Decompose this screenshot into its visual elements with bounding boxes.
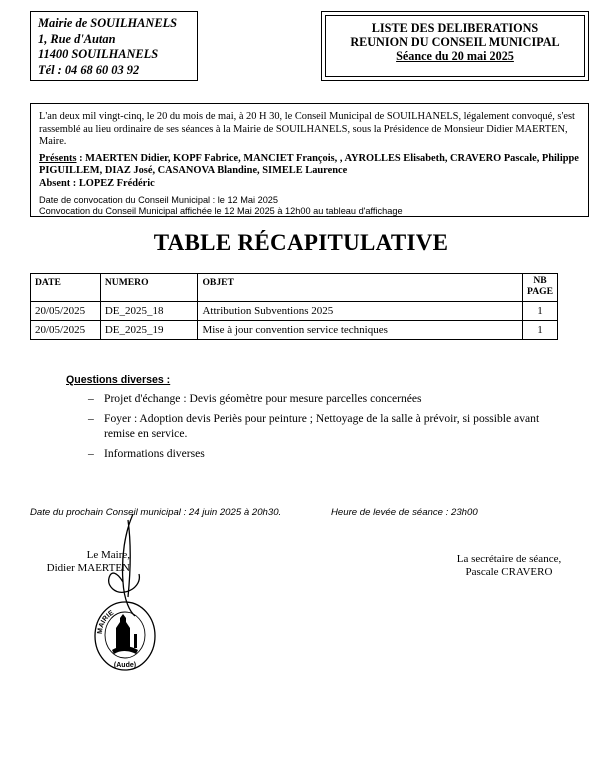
secretary-title: La secrétaire de séance, [456, 553, 562, 565]
maire-title: Le Maire, [86, 549, 130, 561]
maire-name: Didier MAERTEN [46, 562, 130, 574]
list-item [88, 391, 568, 407]
secretary-name: Pascale CRAVERO [465, 566, 553, 578]
questions-list [88, 391, 568, 465]
nb-header-line1: NB [533, 275, 547, 286]
cell-numero: DE_2025_18 [100, 302, 198, 321]
document-title-box [321, 11, 589, 81]
mairie-name: Mairie de SOUILHANELS [38, 16, 178, 30]
secretary-signature-block [430, 553, 588, 579]
table-row [31, 321, 558, 340]
present-names: : MAERTEN Didier, KOPF Fabrice, MANCIET François, , AYROLLES Elisabeth, CRAVERO Pascale, Philippe PIGUILLEM, DIAZ José, CASANOVA Blandine, SIMELE Laurence [39, 152, 579, 177]
col-objet-header: OBJET [198, 274, 523, 302]
mairie-postcode-city: 11400 SOUILHANELS [38, 47, 159, 61]
cell-objet: Mise à jour convention service techniques [198, 321, 523, 340]
intro-text: L'an deux mil vingt-cinq, le 20 du mois de mai, à 20 H 30, le Conseil Municipal de SOUILHANELS, légalement convoqué, s'est rassemblé au lieu ordinaire de ses séances à la Mairie de SOUILHANELS, sous la Présidence de Monsieur Didier MAERTEN, Maire. [39, 111, 575, 148]
dash-bullet: – [88, 411, 94, 425]
stamp-top-text: MAIRIE [96, 609, 116, 635]
cell-nb-page: 1 [523, 302, 558, 321]
stamp-bottom-text: (Aude) [113, 662, 137, 669]
cell-date: 20/05/2025 [31, 321, 101, 340]
title-liste: LISTE DES DELIBERATIONS [371, 21, 539, 35]
question-text: Informations diverses [104, 446, 205, 460]
cell-numero: DE_2025_19 [100, 321, 198, 340]
svg-text:MAIRIE [97, 609, 116, 634]
title-seance-date: Séance du 20 mai 2025 [396, 49, 514, 63]
present-list [39, 153, 582, 178]
col-numero-header: NUMERO [100, 274, 198, 302]
question-text: Projet d'échange : Devis géomètre pour mesure parcelles concernées [104, 392, 422, 405]
dash-bullet: – [88, 392, 94, 405]
question-text: Foyer : Adoption devis Periès pour peinture ; Nettoyage de la salle à prévoir, si possible avant remise en service. [104, 411, 540, 440]
main-title: TABLE RÉCAPITULATIVE [153, 230, 449, 255]
table-header-row [31, 274, 558, 302]
cell-nb-page: 1 [523, 321, 558, 340]
present-label: Présents [39, 152, 77, 164]
convocation-posted: Convocation du Conseil Municipal affichée le 12 Mai 2025 à 12h00 au tableau d'affichage [39, 206, 403, 217]
dash-bullet: – [88, 446, 94, 460]
absent-list: Absent : LOPEZ Frédéric [39, 177, 155, 189]
mairie-address-box [30, 11, 198, 81]
session-info-box [30, 103, 589, 217]
table-row [31, 302, 558, 321]
list-item [88, 446, 568, 462]
title-reunion: REUNION DU CONSEIL MUNICIPAL [350, 35, 560, 49]
col-nb-page-header [523, 274, 558, 302]
col-date-header: DATE [31, 274, 101, 302]
mairie-phone: Tél : 04 68 60 03 92 [38, 62, 140, 77]
cell-date: 20/05/2025 [31, 302, 101, 321]
deliberations-table [30, 273, 558, 340]
mairie-street: 1, Rue d'Autan [38, 31, 116, 46]
questions-title: Questions diverses : [66, 374, 171, 386]
mairie-stamp-icon [92, 598, 158, 674]
convocation-date: Date de convocation du Conseil Municipal : le 12 Mai 2025 [39, 194, 279, 205]
cell-objet: Attribution Subventions 2025 [198, 302, 523, 321]
next-meeting-date: Date du prochain Conseil municipal : 24 juin 2025 à 20h30. [30, 507, 282, 518]
session-end-time: Heure de levée de séance : 23h00 [331, 507, 478, 518]
list-item [88, 411, 568, 442]
nb-header-line2: PAGE [527, 286, 553, 297]
